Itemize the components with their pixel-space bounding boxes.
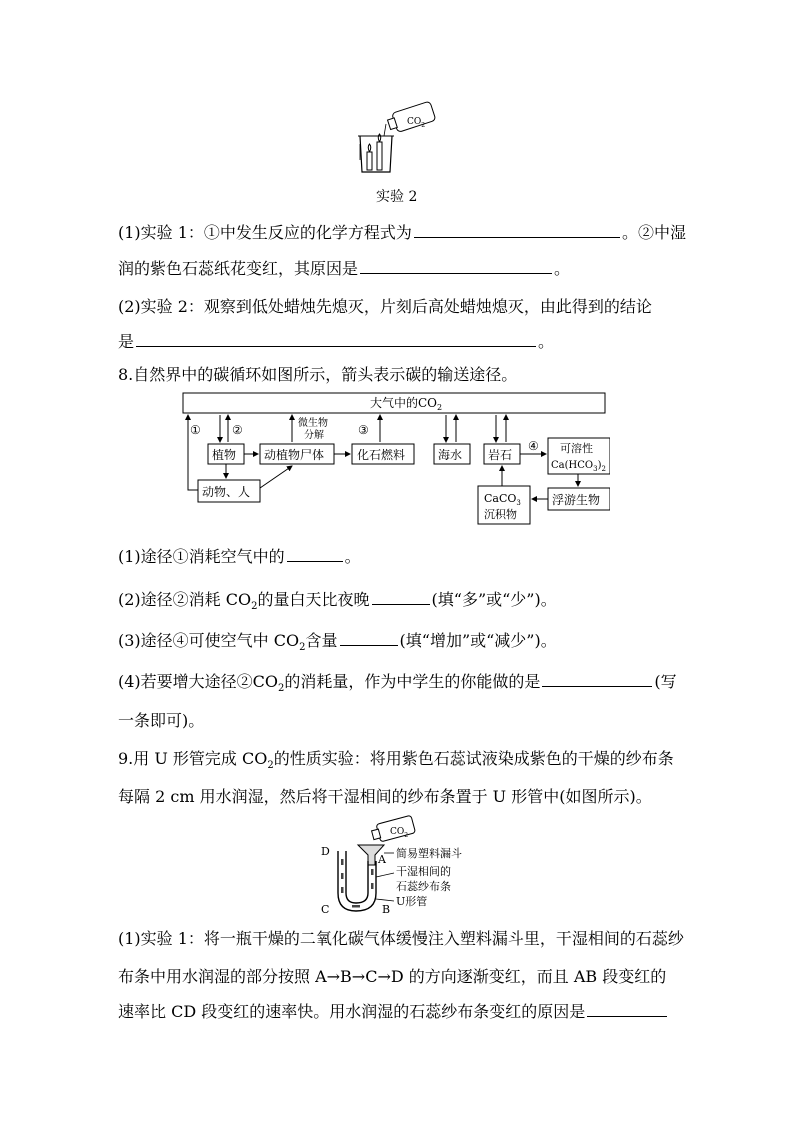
- answer-blank-q8-1[interactable]: [287, 545, 343, 562]
- q7-part1-line2: [118, 257, 570, 280]
- sediment-label: 沉积物: [484, 508, 517, 521]
- route-3-label: ③: [358, 423, 369, 437]
- fossil-label: 化石燃料: [357, 448, 406, 462]
- microbe-label-1: 微生物: [298, 418, 328, 429]
- plankton-label: 浮游生物: [552, 493, 601, 507]
- strip-label-1: 干湿相间的: [396, 865, 451, 878]
- route-4-label: ④: [528, 439, 539, 453]
- bottle-label: $CO_2$: [407, 117, 426, 129]
- answer-blank-conclusion[interactable]: [136, 330, 536, 347]
- q8-sub4: (4)若要增大途径$②CO_2$的消耗量，作为中学生的你能做的是 (写: [118, 672, 677, 695]
- q7-p1-text-end: 。②中湿: [621, 223, 686, 242]
- q8-sub1: [118, 545, 361, 568]
- period: 。: [554, 259, 571, 278]
- point-c: C: [321, 903, 330, 916]
- q9-part1-line2: 布条中用水润湿的部分按照 A→B→C→D 的方向逐渐变红，而且 AB 段变红的: [118, 967, 667, 986]
- answer-blank-q9-1[interactable]: [587, 1000, 667, 1017]
- q7-p2-text-2: 是: [118, 332, 135, 351]
- period: 。: [538, 332, 555, 351]
- carbon-cycle-diagram: [180, 390, 610, 530]
- answer-blank-q8-2[interactable]: [372, 588, 430, 605]
- q7-part1-line1: [118, 221, 686, 244]
- answer-blank-q8-3[interactable]: [340, 629, 398, 646]
- high-candle: [377, 142, 382, 170]
- experiment-2-figure: [350, 100, 440, 180]
- funnel-label: 简易塑料漏斗: [396, 847, 462, 860]
- answer-blank-equation[interactable]: [414, 221, 620, 238]
- route-2-label: ②: [232, 423, 243, 437]
- q7-part2-line2: [118, 330, 554, 353]
- rock-label: 岩石: [488, 448, 513, 462]
- q8-sub2: (2)途径②消耗 $CO_2$的量白天比夜晚 (填“多”或“少”)。: [118, 590, 557, 613]
- point-a: A: [378, 853, 386, 866]
- period: 。: [344, 547, 361, 566]
- q9-line1: 9.用 U 形管完成 $CO_2$的性质实验：将用紫色石蕊试液染成紫色的干燥的纱布条: [118, 749, 674, 772]
- u-bottle-label: $CO_2$: [390, 827, 409, 839]
- plants-label: 植物: [212, 448, 237, 462]
- q7-p2-text: (2)实验 2：观察到低处蜡烛先熄灭，片刻后高处蜡烛熄灭，由此得到的结论: [118, 297, 652, 316]
- q9-part1-line3: 速率比 CD 段变红的速率快。用水润湿的石蕊纱布条变红的原因是: [118, 1000, 669, 1023]
- q7-part2-line1: [118, 296, 652, 318]
- animals-label: 动物、人: [202, 485, 251, 499]
- answer-blank-q8-4[interactable]: [542, 670, 652, 687]
- q8-s1-text: (1)途径①消耗空气中的: [118, 547, 285, 566]
- q9-part1-line1: (1)实验 1：将一瓶干燥的二氧化碳气体缓慢注入塑料漏斗里，干湿相间的石蕊纱: [118, 929, 684, 948]
- strip-label-2: 石蕊纱布条: [396, 880, 451, 893]
- q8-sub4-cont: 一条即可)。: [118, 711, 205, 730]
- microbe-label-2: 分解: [304, 430, 324, 441]
- q9-line2: 每隔 2 cm 用水润湿，然后将干湿相间的纱布条置于 U 形管中(如图所示)。: [118, 787, 652, 806]
- tube-label: U形管: [396, 895, 428, 908]
- answer-blank-reason[interactable]: [360, 257, 552, 274]
- soluble-label-2: $Ca(HCO_3)_2$: [551, 460, 606, 473]
- q8-sub3: (3)途径④可使空气中 $CO_2$含量 (填“增加”或“减少”)。: [118, 631, 557, 654]
- soluble-label-1: 可溶性: [560, 442, 593, 455]
- q7-p1-text: (1)实验 1：①中发生反应的化学方程式为: [118, 223, 412, 242]
- sea-label: 海水: [438, 448, 463, 462]
- q8-title: 8.自然界中的碳循环如图所示，箭头表示碳的输送途径。: [118, 365, 518, 384]
- route-1-label: ①: [190, 423, 201, 437]
- atmosphere-label: 大气中的$CO_2$: [370, 396, 443, 412]
- low-candle: [367, 152, 372, 170]
- q7-p1-reason-text: 润的紫色石蕊纸花变红，其原因是: [118, 259, 359, 278]
- point-d: D: [321, 845, 330, 858]
- point-b: B: [382, 903, 391, 916]
- remains-label: 动植物尸体: [264, 448, 325, 462]
- experiment-2-caption: 实验 2: [376, 189, 418, 205]
- caco3-label: CaCO$_3$: [484, 492, 521, 507]
- u-tube-figure: [318, 815, 508, 920]
